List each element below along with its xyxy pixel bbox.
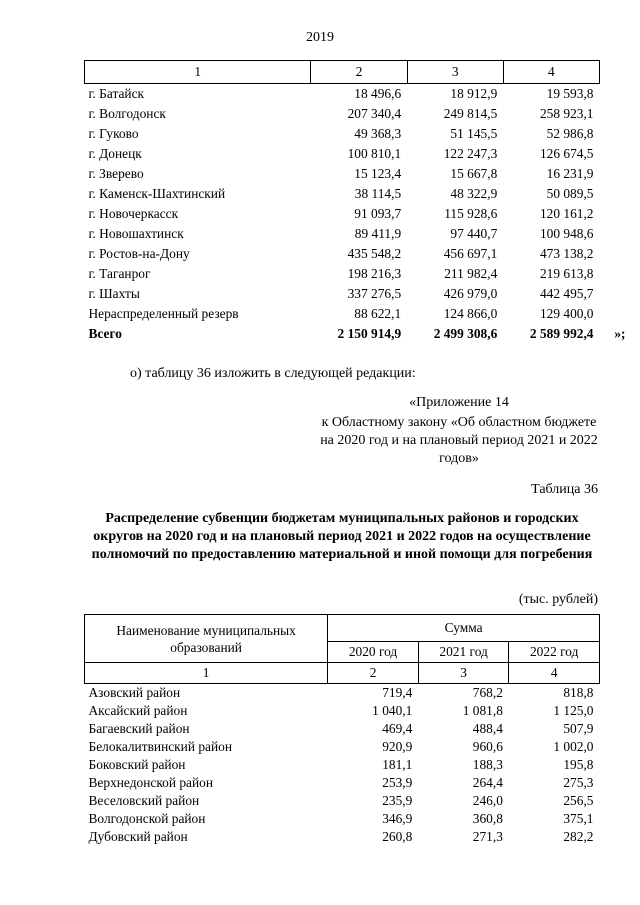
appendix-reference: к Областному закону «Об областном бюджете на 2020 год и на плановый период 2021 и 2022 годов» [320,415,598,466]
row-value: 88 622,1 [354,306,402,321]
row-value: 275,3 [563,775,594,790]
row-value: 198 216,3 [347,266,402,281]
row-value: 51 145,5 [450,126,498,141]
row-value: 1 002,0 [553,739,594,754]
row-value: 488,4 [472,721,503,736]
column-number: 1 [85,61,311,84]
row-value: 207 340,4 [347,106,402,121]
table-row [85,264,600,284]
table-header-row [85,615,600,642]
amendment-paragraph: о) таблицу 36 изложить в следующей редакции: [130,366,416,381]
row-value: 181,1 [382,757,413,772]
row-value: 89 411,9 [354,226,402,241]
row-value: 246,0 [472,793,503,808]
table-header-row [85,61,600,84]
row-value: 1 081,8 [462,703,503,718]
table-row [85,774,600,792]
table-header-numbers [85,663,600,684]
table-row [85,756,600,774]
column-number: 4 [509,663,600,684]
row-value: 115 928,6 [444,206,498,221]
table-title: Распределение субвенции бюджетам муниципальных районов и городских округов на 2020 год и на плановый период 2021 и 2022 годов на осуществление полномочий по предоставлению материальной и иной помощи для погребения [91,511,593,562]
row-name: Боковский район [88,757,186,772]
row-value: 219 613,8 [539,266,594,281]
row-value: 211 982,4 [444,266,498,281]
table-row [85,244,600,264]
row-value: 126 674,5 [539,146,594,161]
row-value: 260,8 [382,829,413,844]
row-value: 253,9 [382,775,413,790]
row-value: 960,6 [472,739,503,754]
column-number: 2 [311,61,407,84]
column-header-sum: Сумма [328,615,600,642]
row-value: 188,3 [472,757,503,772]
table-row [85,720,600,738]
row-value: 18 912,9 [450,86,498,101]
row-value: 264,4 [472,775,503,790]
row-value: 38 114,5 [354,186,402,201]
table-row [85,84,600,105]
row-name: г. Зверево [88,166,144,181]
row-value: 469,4 [382,721,413,736]
row-value: 52 986,8 [546,126,594,141]
row-value: 97 440,7 [450,226,498,241]
row-name: Багаевский район [88,721,190,736]
appendix-heading: «Приложение 14 [409,395,509,410]
row-value: 256,5 [563,793,594,808]
page-number: 2019 [306,30,334,45]
column-number: 2 [328,663,419,684]
row-name: Веселовский район [88,793,200,808]
row-name: Волгодонской район [88,811,206,826]
row-value: 18 496,6 [354,86,402,101]
row-value: 235,9 [382,793,413,808]
column-number: 1 [85,663,328,684]
table-row [85,738,600,756]
row-value: 100 810,1 [347,146,402,161]
row-value: 768,2 [472,685,503,700]
table-row [85,828,600,846]
row-value: 16 231,9 [546,166,594,181]
table-36 [84,614,600,846]
table-row [85,104,600,124]
row-value: 507,9 [563,721,594,736]
row-name: Дубовский район [88,829,188,844]
table-row [85,284,600,304]
column-header-year: 2020 год [328,642,419,663]
row-value: 48 322,9 [450,186,498,201]
column-number: 3 [407,61,503,84]
row-value: 100 948,6 [539,226,594,241]
row-value: 456 697,1 [443,246,498,261]
row-name: г. Шахты [88,286,140,301]
units-label: (тыс. рублей) [518,592,598,607]
table-row [85,124,600,144]
row-value: 719,4 [382,685,413,700]
table-row [85,184,600,204]
row-name: г. Донецк [88,146,142,161]
row-value: 50 089,5 [546,186,594,201]
table-row [85,204,600,224]
row-name: Верхнедонской район [88,775,214,790]
row-value: 15 667,8 [450,166,498,181]
row-value: 271,3 [472,829,503,844]
table-row [85,702,600,720]
row-value: 249 814,5 [443,106,498,121]
row-name: г. Батайск [88,86,145,101]
row-name: г. Таганрог [88,266,151,281]
row-value: 282,2 [563,829,594,844]
row-value: 818,8 [563,685,594,700]
total-value: 2 499 308,6 [433,326,498,341]
column-header-year: 2021 год [418,642,509,663]
row-value: 258 923,1 [539,106,594,121]
table-row [85,164,600,184]
total-value: 2 589 992,4 »; [503,324,599,344]
column-header-year: 2022 год [509,642,600,663]
row-value: 124 866,0 [443,306,498,321]
row-name: Аксайский район [88,703,188,718]
row-value: 91 093,7 [354,206,402,221]
table-row [85,684,600,703]
table-row [85,304,600,324]
closing-quote: »; [614,326,626,341]
column-number: 3 [418,663,509,684]
row-value: 15 123,4 [354,166,402,181]
total-row [85,324,600,344]
table-number: Таблица 36 [531,482,598,497]
row-value: 120 161,2 [539,206,594,221]
row-value: 435 548,2 [347,246,402,261]
row-value: 49 368,3 [354,126,402,141]
row-value: 346,9 [382,811,413,826]
row-value: 426 979,0 [443,286,498,301]
row-value: 360,8 [472,811,503,826]
row-value: 337 276,5 [347,286,402,301]
row-value: 473 138,2 [539,246,594,261]
row-name: Белокалитвинский район [88,739,233,754]
table-row [85,144,600,164]
row-value: 122 247,3 [443,146,498,161]
table-municipal-continued [84,60,626,344]
column-number: 4 [503,61,599,84]
row-value: 19 593,8 [546,86,594,101]
total-value: 2 150 914,9 [337,326,402,341]
row-value: 375,1 [563,811,594,826]
table-row [85,224,600,244]
row-value: 195,8 [563,757,594,772]
row-name: г. Гуково [88,126,139,141]
row-name: Нераспределенный резерв [88,306,239,321]
row-value: 1 040,1 [372,703,413,718]
row-name: Азовский район [88,685,181,700]
row-name: г. Новошахтинск [88,226,184,241]
row-value: 1 125,0 [553,703,594,718]
row-value: 920,9 [382,739,413,754]
row-value: 442 495,7 [539,286,594,301]
total-label: Всего [88,326,122,341]
row-name: г. Волгодонск [88,106,166,121]
row-name: г. Ростов-на-Дону [88,246,190,261]
table-row [85,810,600,828]
row-value: 129 400,0 [539,306,594,321]
table-row [85,792,600,810]
row-name: г. Новочеркасск [88,206,179,221]
column-header-name: Наименование муниципальных образований [85,615,328,663]
row-name: г. Каменск-Шахтинский [88,186,226,201]
